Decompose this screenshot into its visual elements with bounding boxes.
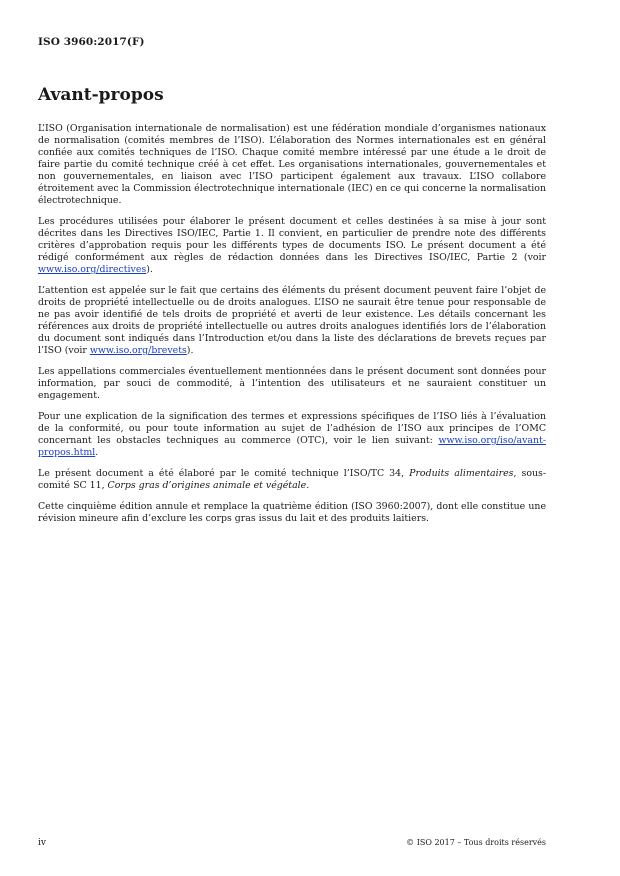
paragraph-patents-text: L’attention est appelée sur le fait que certains des éléments du présent document peuvent faire l’objet de droits de propriété intellectuelle ou de droits analogues. L’ISO ne saurait être tenue pour responsable de ne pas avoir identifié de tels droits de propriété et averti de leur existence. Les détails concernant les références aux droits de propriété intellectuelle ou autres droits analogues identifiés lors de l’élaboration du document sont indiqués dans l’Introduction et/ou dans la liste des déclarations de brevets reçues par l’ISO (voir: [38, 285, 546, 356]
foreword-body: [38, 123, 546, 534]
paragraph-procedures: [38, 216, 546, 276]
paragraph-patents-end: ).: [186, 345, 194, 356]
paragraph-procedures-text: Les procédures utilisées pour élaborer le présent document et celles destinées à sa mise à jour sont décrites dans les Directives ISO/IEC, Partie 1. Il convient, en particulier de prendre note des différents critères d’approbation requis pour les différents types de documents ISO. Le présent document a été rédigé conformément aux règles de rédaction données dans les Directives ISO/IEC, Partie 2 (voir: [38, 216, 546, 263]
patents-link[interactable]: www.iso.org/brevets: [89, 345, 187, 356]
paragraph-procedures-end: ).: [146, 264, 153, 275]
paragraph-conformity-text: Pour une explication de la signification des termes et expressions spécifiques de l’ISO liés à l’évaluation de la conformité, ou pour toute information au sujet de l’adhésion de l’ISO aux principes de l’OMC concernant les obstacles techniques au commerce (OTC), voir le lien suivant:: [38, 411, 546, 446]
paragraph-conformity-end: .: [95, 447, 99, 458]
page-number: iv: [38, 838, 46, 848]
subcommittee-name: Corps gras d’origines animale et végétale: [107, 480, 307, 491]
copyright-notice: © ISO 2017 – Tous droits réservés: [406, 838, 546, 847]
paragraph-committee-end: .: [306, 480, 310, 491]
paragraph-committee-text-c: , sous-comité SC 11,: [38, 468, 546, 491]
page-title: Avant-propos: [38, 85, 164, 105]
committee-name: Produits alimentaires: [409, 468, 514, 479]
paragraph-edition: Cette cinquième édition annule et remplace la quatrième édition (ISO 3960:2007), dont elle constitue une révision mineure afin d’exclure les corps gras issus du lait et des produits laitiers.: [38, 501, 546, 524]
paragraph-trade-names: Les appellations commerciales éventuellement mentionnées dans le présent document sont données pour information, par souci de commodité, à l’intention des utilisateurs et ne sauraient constituer un engagement.: [38, 366, 546, 401]
directives-link[interactable]: www.iso.org/directives: [38, 264, 147, 275]
paragraph-iso-description: L’ISO (Organisation internationale de normalisation) est une fédération mondiale d’organismes nationaux de normalisation (comités membres de l’ISO). L’élaboration des Normes internationales est en général confiée aux comités techniques de l’ISO. Chaque comité membre intéressé par une étude a le droit de faire partie du comité technique créé à cet effet. Les organisations internationales, gouvernementales et non gouvernementales, en liaison avec l’ISO participent également aux travaux. L’ISO collabore étroitement avec la Commission électrotechnique internationale (IEC) en ce qui concerne la normalisation électrotechnique.: [38, 123, 546, 206]
document-id-header: ISO 3960:2017(F): [38, 36, 145, 48]
foreword-link[interactable]: www.iso.org/iso/avant-propos.html: [38, 435, 546, 458]
paragraph-committee-text-a: Le présent document a été élaboré par le comité technique l’ISO/TC 34,: [38, 468, 410, 479]
paragraph-conformity: [38, 411, 546, 459]
paragraph-committee: [38, 468, 546, 492]
paragraph-patents: [38, 285, 546, 357]
